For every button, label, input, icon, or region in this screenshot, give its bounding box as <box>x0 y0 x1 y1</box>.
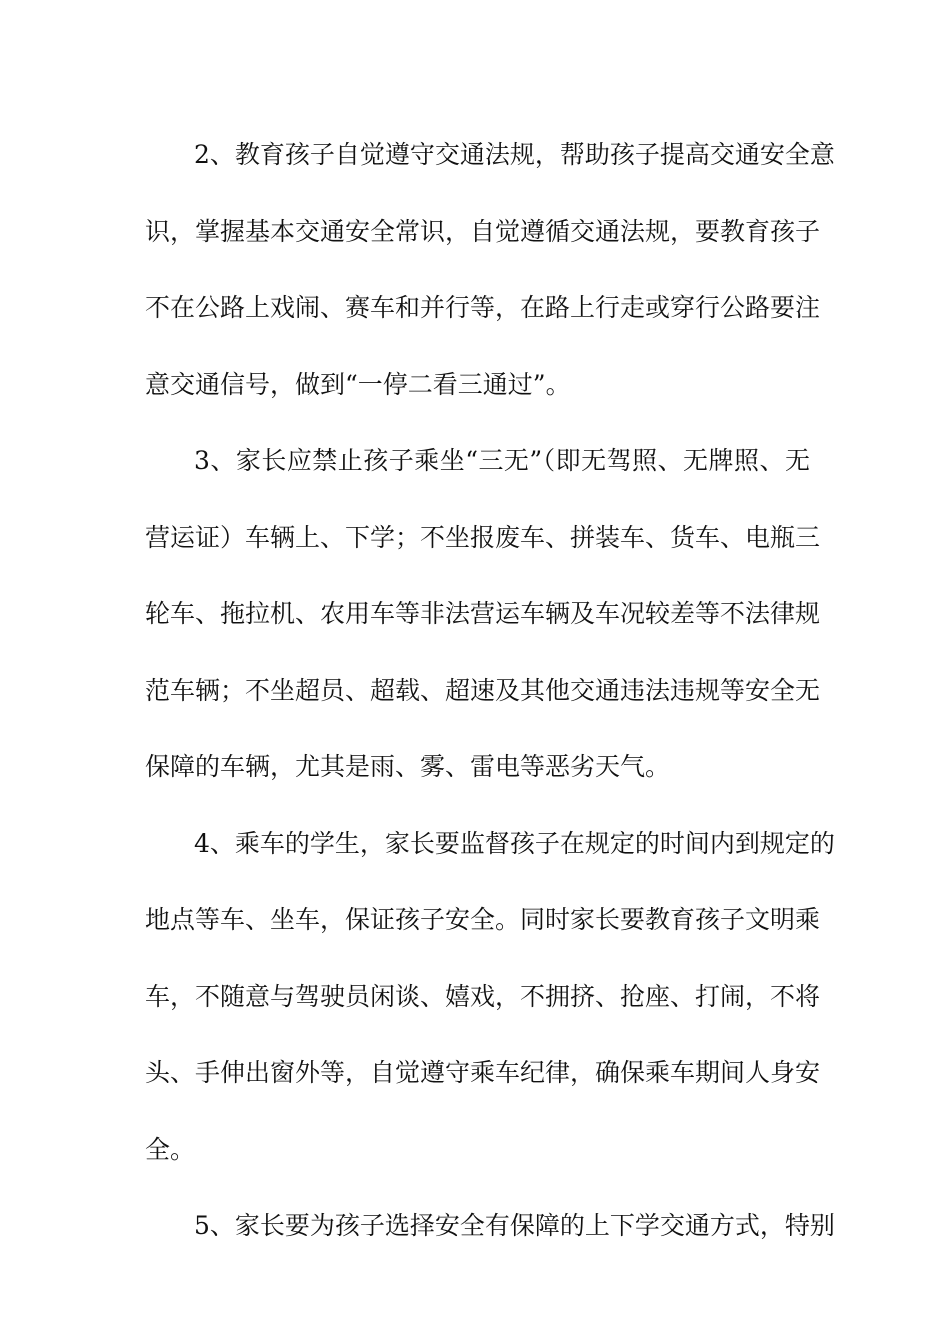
paragraph-4-line-2: 地点等车、坐车，保证孩子安全。同时家长要教育孩子文明乘 <box>145 905 821 934</box>
body-text <box>145 133 835 1281</box>
paragraph-2-line-3: 不在公路上戏闹、赛车和并行等，在路上行走或穿行公路要注 <box>145 293 821 322</box>
paragraph-3-line-3: 轮车、拖拉机、农用车等非法营运车辆及车况较差等不法律规 <box>145 599 821 628</box>
paragraph-3-line-5: 保障的车辆，尤其是雨、雾、雷电等恶劣天气。 <box>145 752 671 781</box>
paragraph-2-line-2: 识，掌握基本交通安全常识，自觉遵循交通法规，要教育孩子 <box>145 216 821 246</box>
paragraph-3-line-2: 营运证）车辆上、下学；不坐报废车、拼装车、货车、电瓶三 <box>145 522 821 552</box>
paragraph-2-line-1: 2、教育孩子自觉遵守交通法规，帮助孩子提高交通安全意 <box>194 140 835 169</box>
paragraph-2-line-4: 意交通信号，做到“一停二看三通过”。 <box>145 369 571 399</box>
paragraph-3-line-4: 范车辆；不坐超员、超载、超速及其他交通违法违规等安全无 <box>145 675 821 705</box>
paragraph-3-line-1: 3、家长应禁止孩子乘坐“三无”（即无驾照、无牌照、无 <box>194 446 810 475</box>
paragraph-4-line-3: 车，不随意与驾驶员闲谈、嬉戏，不拥挤、抢座、打闹，不将 <box>145 981 821 1011</box>
paragraph-5-line-1: 5、家长要为孩子选择安全有保障的上下学交通方式，特别 <box>194 1211 835 1240</box>
paragraph-4-line-1: 4、乘车的学生，家长要监督孩子在规定的时间内到规定的 <box>194 828 835 858</box>
paragraph-4-line-4: 头、手伸出窗外等，自觉遵守乘车纪律，确保乘车期间人身安 <box>145 1058 821 1087</box>
paragraph-4-line-5: 全。 <box>145 1134 196 1164</box>
